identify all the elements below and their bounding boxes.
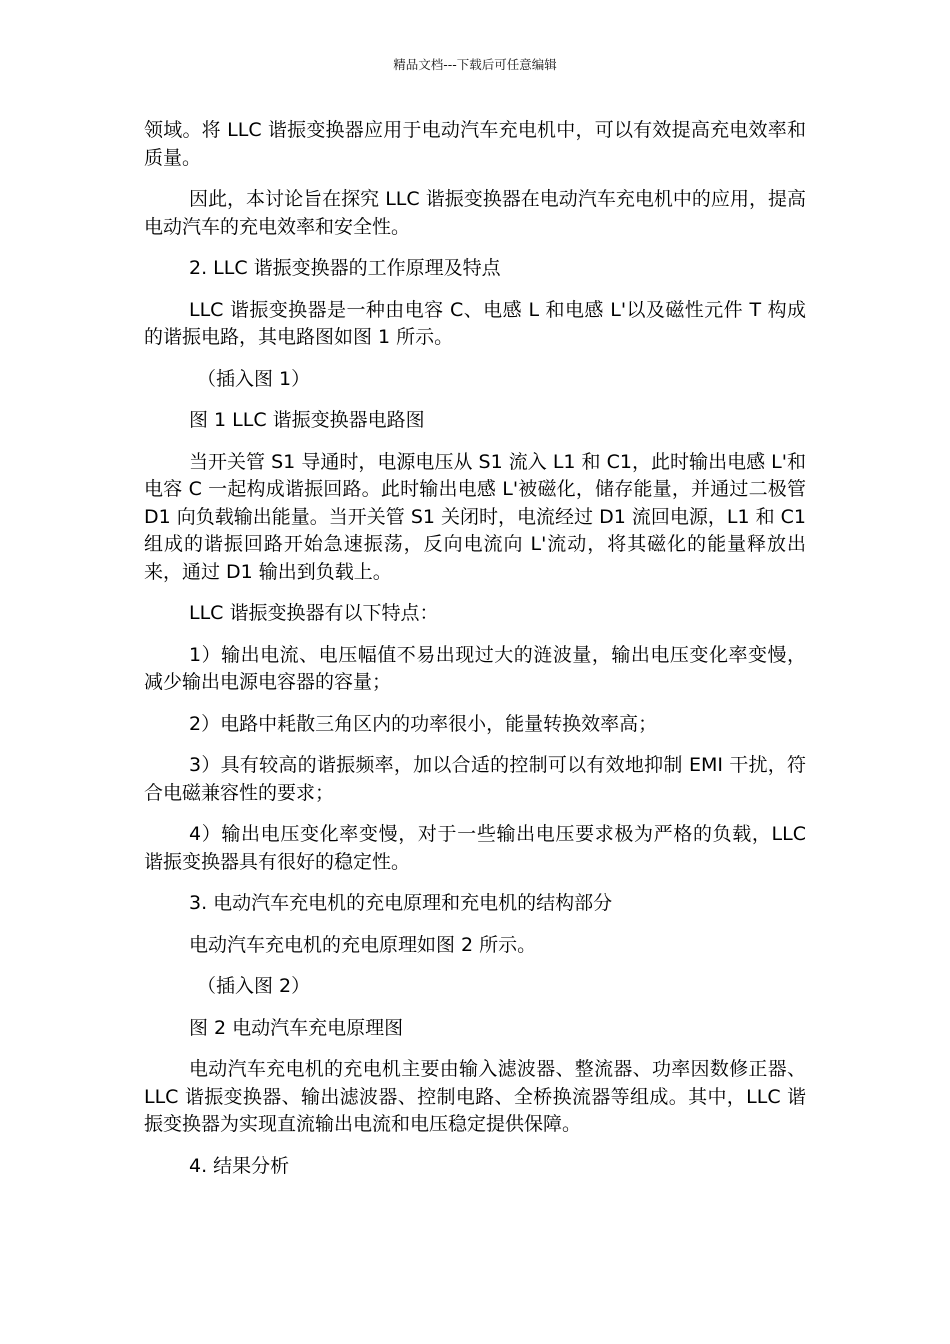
paragraph: 电动汽车充电机的充电机主要由输入滤波器、整流器、功率因数修正器、LLC 谐振变换器、输出滤波器、控制电路、全桥换流器等组成。其中，LLC 谐振变换器为实现直流输出电流和电压稳定提供保障。 xyxy=(144,1058,806,1135)
section-heading: 3. 电动汽车充电机的充电原理和充电机的结构部分 xyxy=(189,892,613,914)
figure-placeholder: （插入图 2） xyxy=(197,975,311,997)
list-item: 1）输出电流、电压幅值不易出现过大的涟波量，输出电压变化率变慢，减少输出电源电容器的容量； xyxy=(144,643,806,693)
paragraph: LLC 谐振变换器有以下特点： xyxy=(189,602,439,624)
list-item: 2）电路中耗散三角区内的功率很小，能量转换效率高； xyxy=(189,712,658,735)
paragraph: 因此，本讨论旨在探究 LLC 谐振变换器在电动汽车充电机中的应用，提高电动汽车的充电效率和安全性。 xyxy=(144,188,806,238)
list-item: 3）具有较高的谐振频率，加以合适的控制可以有效地抑制 EMI 干扰，符合电磁兼容性的要求； xyxy=(144,754,806,804)
figure-caption: 图 1 LLC 谐振变换器电路图 xyxy=(189,409,425,431)
paragraph: 当开关管 S1 导通时，电源电压从 S1 流入 L1 和 C1，此时输出电感 L'和电容 C 一起构成谐振回路。此时输出电感 L'被磁化，储存能量，并通过二极管 D1 向负载输出能量。当开关管 S1 关闭时，电流经过 D1 流回电源，L1 和 C1 组成的谐振回路开始急速振荡，反向电流向 L'流动，将其磁化的能量释放出来，通过 D1 输出到负载上。 xyxy=(144,450,807,583)
paragraph: LLC 谐振变换器是一种由电容 C、电感 L 和电感 L'以及磁性元件 T 构成的谐振电路，其电路图如图 1 所示。 xyxy=(144,298,806,348)
paragraph: 领域。将 LLC 谐振变换器应用于电动汽车充电机中，可以有效提高充电效率和质量。 xyxy=(144,119,806,169)
list-item: 4）输出电压变化率变慢，对于一些输出电压要求极为严格的负载，LLC 谐振变换器具有很好的稳定性。 xyxy=(144,823,806,873)
figure-caption: 图 2 电动汽车充电原理图 xyxy=(189,1016,404,1039)
paragraph: 电动汽车充电机的充电原理如图 2 所示。 xyxy=(189,933,537,956)
page-header: 精品文档---下载后可任意编辑 xyxy=(393,57,557,72)
section-heading: 4. 结果分析 xyxy=(189,1154,290,1177)
document-body xyxy=(144,117,806,1194)
figure-placeholder: （插入图 1） xyxy=(197,367,311,390)
section-heading: 2. LLC 谐振变换器的工作原理及特点 xyxy=(189,257,501,279)
